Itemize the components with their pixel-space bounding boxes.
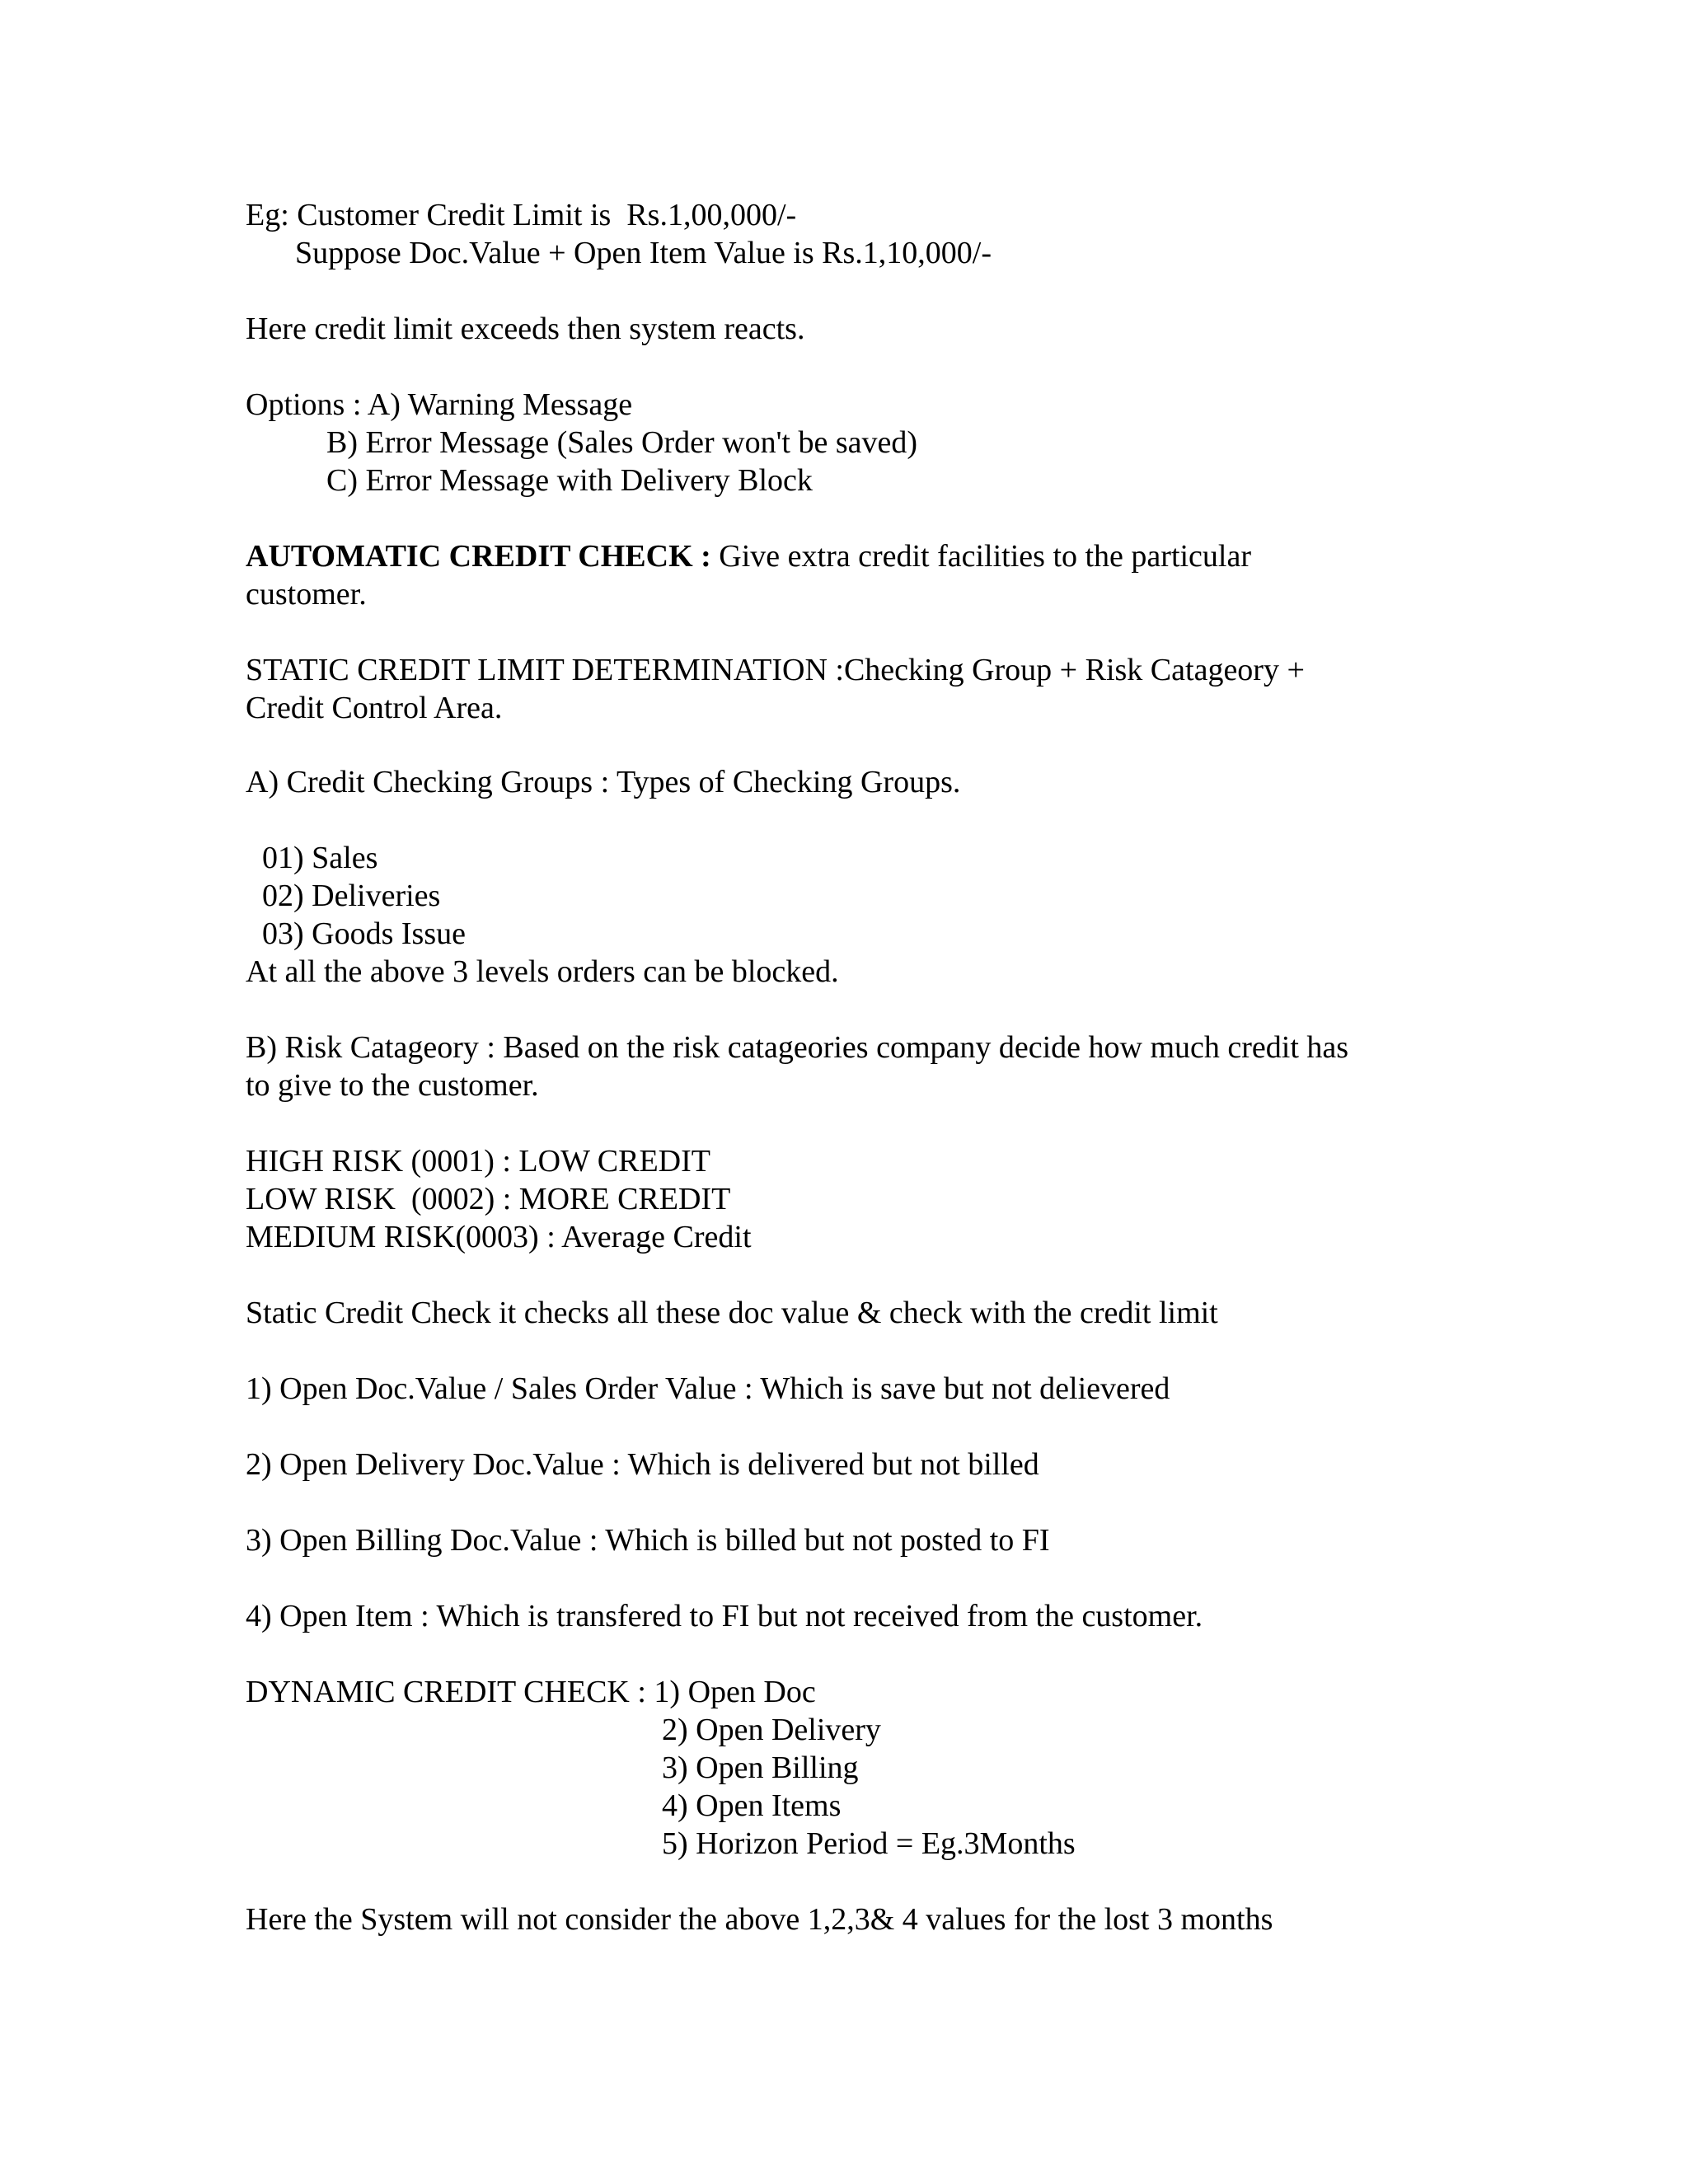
checking-groups-note: At all the above 3 levels orders can be blocked. <box>246 954 839 989</box>
checking-group-item: 01) Sales <box>262 841 378 875</box>
dynamic-check-item: 2) Open Delivery <box>662 1713 881 1747</box>
static-check-item: 1) Open Doc.Value / Sales Order Value : Which is save but not delievered <box>246 1371 1170 1406</box>
automatic-credit-check-heading: AUTOMATIC CREDIT CHECK : <box>246 539 711 574</box>
dynamic-check-item: 4) Open Items <box>662 1788 842 1823</box>
risk-level-medium: MEDIUM RISK(0003) : Average Credit <box>246 1220 752 1254</box>
static-credit-limit-line2: Credit Control Area. <box>246 691 503 725</box>
risk-category-line1: B) Risk Catageory : Based on the risk catageories company decide how much credit has <box>246 1030 1349 1065</box>
dynamic-closing-note: Here the System will not consider the above 1,2,3& 4 values for the lost 3 months <box>246 1902 1273 1937</box>
option-b: B) Error Message (Sales Order won't be saved) <box>326 425 918 460</box>
option-c: C) Error Message with Delivery Block <box>326 463 813 498</box>
static-check-item: 4) Open Item : Which is transfered to FI but not received from the customer. <box>246 1599 1203 1633</box>
risk-category-line2: to give to the customer. <box>246 1068 539 1103</box>
risk-level-low: LOW RISK (0002) : MORE CREDIT <box>246 1182 731 1216</box>
example-doc-value: Suppose Doc.Value + Open Item Value is Rs.1,10,000/- <box>295 236 992 270</box>
automatic-credit-check-text: Give extra credit facilities to the particular <box>710 539 1251 574</box>
checking-group-item: 03) Goods Issue <box>262 916 466 951</box>
static-credit-limit-line1: STATIC CREDIT LIMIT DETERMINATION :Checking Group + Risk Catageory + <box>246 653 1305 687</box>
static-credit-check-intro: Static Credit Check it checks all these doc value & check with the credit limit <box>246 1296 1218 1330</box>
dynamic-check-item: 3) Open Billing <box>662 1750 859 1785</box>
example-credit-limit: Eg: Customer Credit Limit is Rs.1,00,000/- <box>246 198 797 232</box>
dynamic-credit-check-line: DYNAMIC CREDIT CHECK : 1) Open Doc <box>246 1675 816 1709</box>
option-a: Options : A) Warning Message <box>246 387 633 422</box>
static-check-item: 2) Open Delivery Doc.Value : Which is delivered but not billed <box>246 1447 1039 1482</box>
risk-level-high: HIGH RISK (0001) : LOW CREDIT <box>246 1144 710 1179</box>
checking-groups-heading: A) Credit Checking Groups : Types of Checking Groups. <box>246 765 961 799</box>
example-reaction: Here credit limit exceeds then system reacts. <box>246 312 805 346</box>
checking-group-item: 02) Deliveries <box>262 879 441 913</box>
dynamic-check-item: 5) Horizon Period = Eg.3Months <box>662 1826 1076 1861</box>
static-check-item: 3) Open Billing Doc.Value : Which is billed but not posted to FI <box>246 1523 1050 1558</box>
automatic-credit-check-text-cont: customer. <box>246 577 367 612</box>
automatic-credit-check-line <box>246 537 1251 575</box>
